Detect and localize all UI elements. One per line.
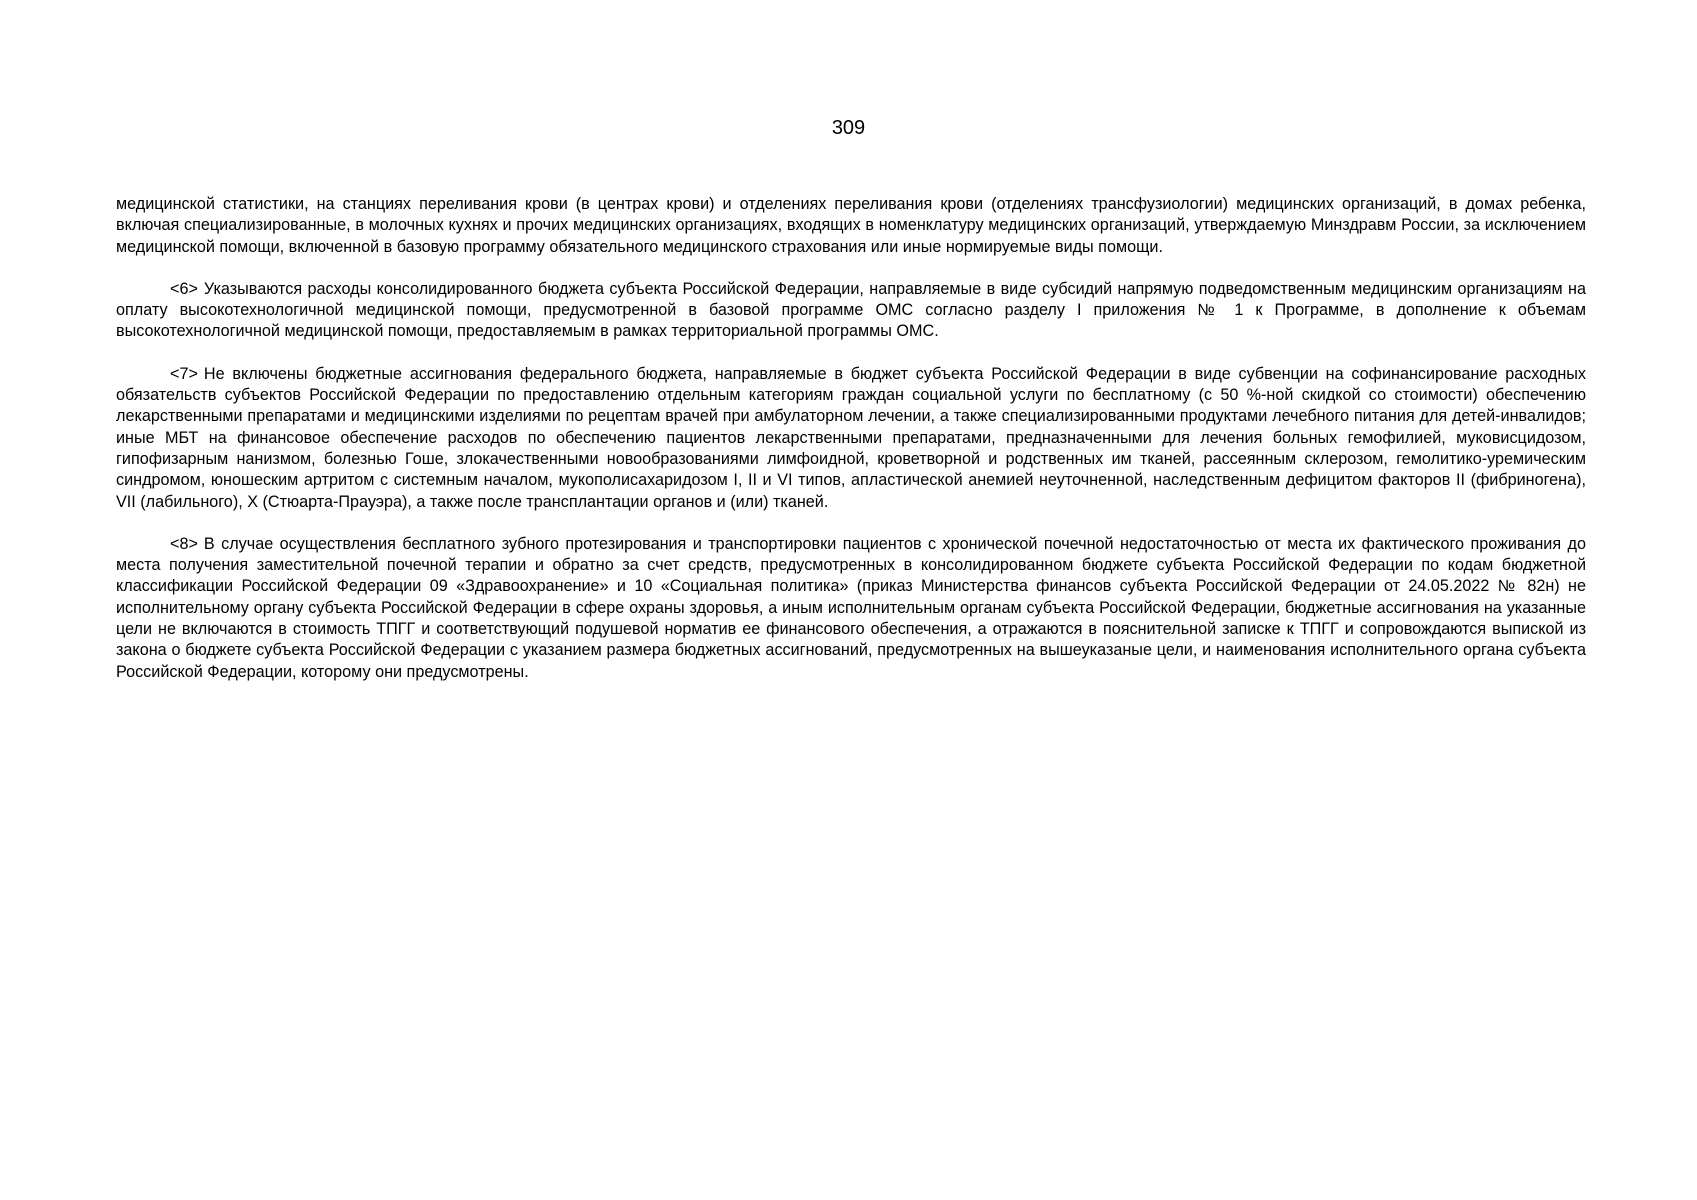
footnote-marker: <6> xyxy=(170,279,198,298)
footnote-7 xyxy=(116,364,1586,513)
paragraph-continuation xyxy=(116,194,1586,258)
page-number: 309 xyxy=(831,117,866,139)
paragraph-text: Указываются расходы консолидированного бюджета субъекта Российской Федерации, направляемые в виде субсидий напрямую подведомственным медицинским организациям на оплату высокотехнологичной медицинской помощи, предусмотренной в базовой программе ОМС согласно разделу I приложения № 1 к Программе, в дополнение к объемам высокотехнологичной медицинской помощи, предоставляемым в рамках территориальной программы ОМС. xyxy=(116,279,1586,341)
footnote-6 xyxy=(116,279,1586,343)
footnote-marker: <8> xyxy=(170,534,198,553)
footnote-8 xyxy=(116,534,1586,683)
paragraph-text: Не включены бюджетные ассигнования федерального бюджета, направляемые в бюджет субъекта Российской Федерации в виде субвенции на софинансирование расходных обязательств субъектов Российской Федерации по предоставлению отдельным категориям граждан социальной услуги по бесплатному (с 50 %-ной скидкой со стоимости) обеспечению лекарственными препаратами и медицинскими изделиями по рецептам врачей при амбулаторном лечении, а также специализированными продуктами лечебного питания для детей-инвалидов; иные МБТ на финансовое обеспечение расходов по обеспечению пациентов лекарственными препаратами, предназначенными для лечения больных гемофилией, муковисцидозом, гипофизарным нанизмом, болезнью Гоше, злокачественными новообразованиями лимфоидной, кроветворной и родственных им тканей, рассеянным склерозом, гемолитико-уремическим синдромом, юношеским артритом с системным началом, мукополисахаридозом I, II и VI типов, апластической анемией неуточненной, наследственным дефицитом факторов II (фибриногена), VII (лабильного), X (Стюарта-Прауэра), а также после трансплантации органов и (или) тканей. xyxy=(116,364,1586,511)
footnote-marker: <7> xyxy=(170,364,198,383)
paragraph-text: В случае осуществления бесплатного зубного протезирования и транспортировки пациентов с хронической почечной недостаточностью от места их фактического проживания до места получения заместительной почечной терапии и обратно за счет средств, предусмотренных в консолидированном бюджете субъекта Российской Федерации по кодам бюджетной классификации Российской Федерации 09 «Здравоохранение» и 10 «Социальная политика» (приказ Министерства финансов субъекта Российской Федерации от 24.05.2022 № 82н) не исполнительному органу субъекта Российской Федерации в сфере охраны здоровья, а иным исполнительным органам субъекта Российской Федерации, бюджетные ассигнования на указанные цели не включаются в стоимость ТПГГ и соответствующий подушевой норматив ее финансового обеспечения, а отражаются в пояснительной записке к ТПГГ и сопровождаются выпиской из закона о бюджете субъекта Российской Федерации с указанием размера бюджетных ассигнований, предусмотренных на вышеуказаные цели, и наименования исполнительного органа субъекта Российской Федерации, которому они предусмотрены. xyxy=(116,534,1586,681)
paragraph-text: медицинской статистики, на станциях переливания крови (в центрах крови) и отделениях переливания крови (отделениях трансфузиологии) медицинских организаций, в домах ребенка, включая специализированные, в молочных кухнях и прочих медицинских организациях, входящих в номенклатуру медицинских организаций, утверждаемую Минздравм России, за исключением медицинской помощи, включенной в базовую программу обязательного медицинского страхования или иные нормируемые виды помощи. xyxy=(116,195,1586,256)
document-body xyxy=(116,194,1586,704)
